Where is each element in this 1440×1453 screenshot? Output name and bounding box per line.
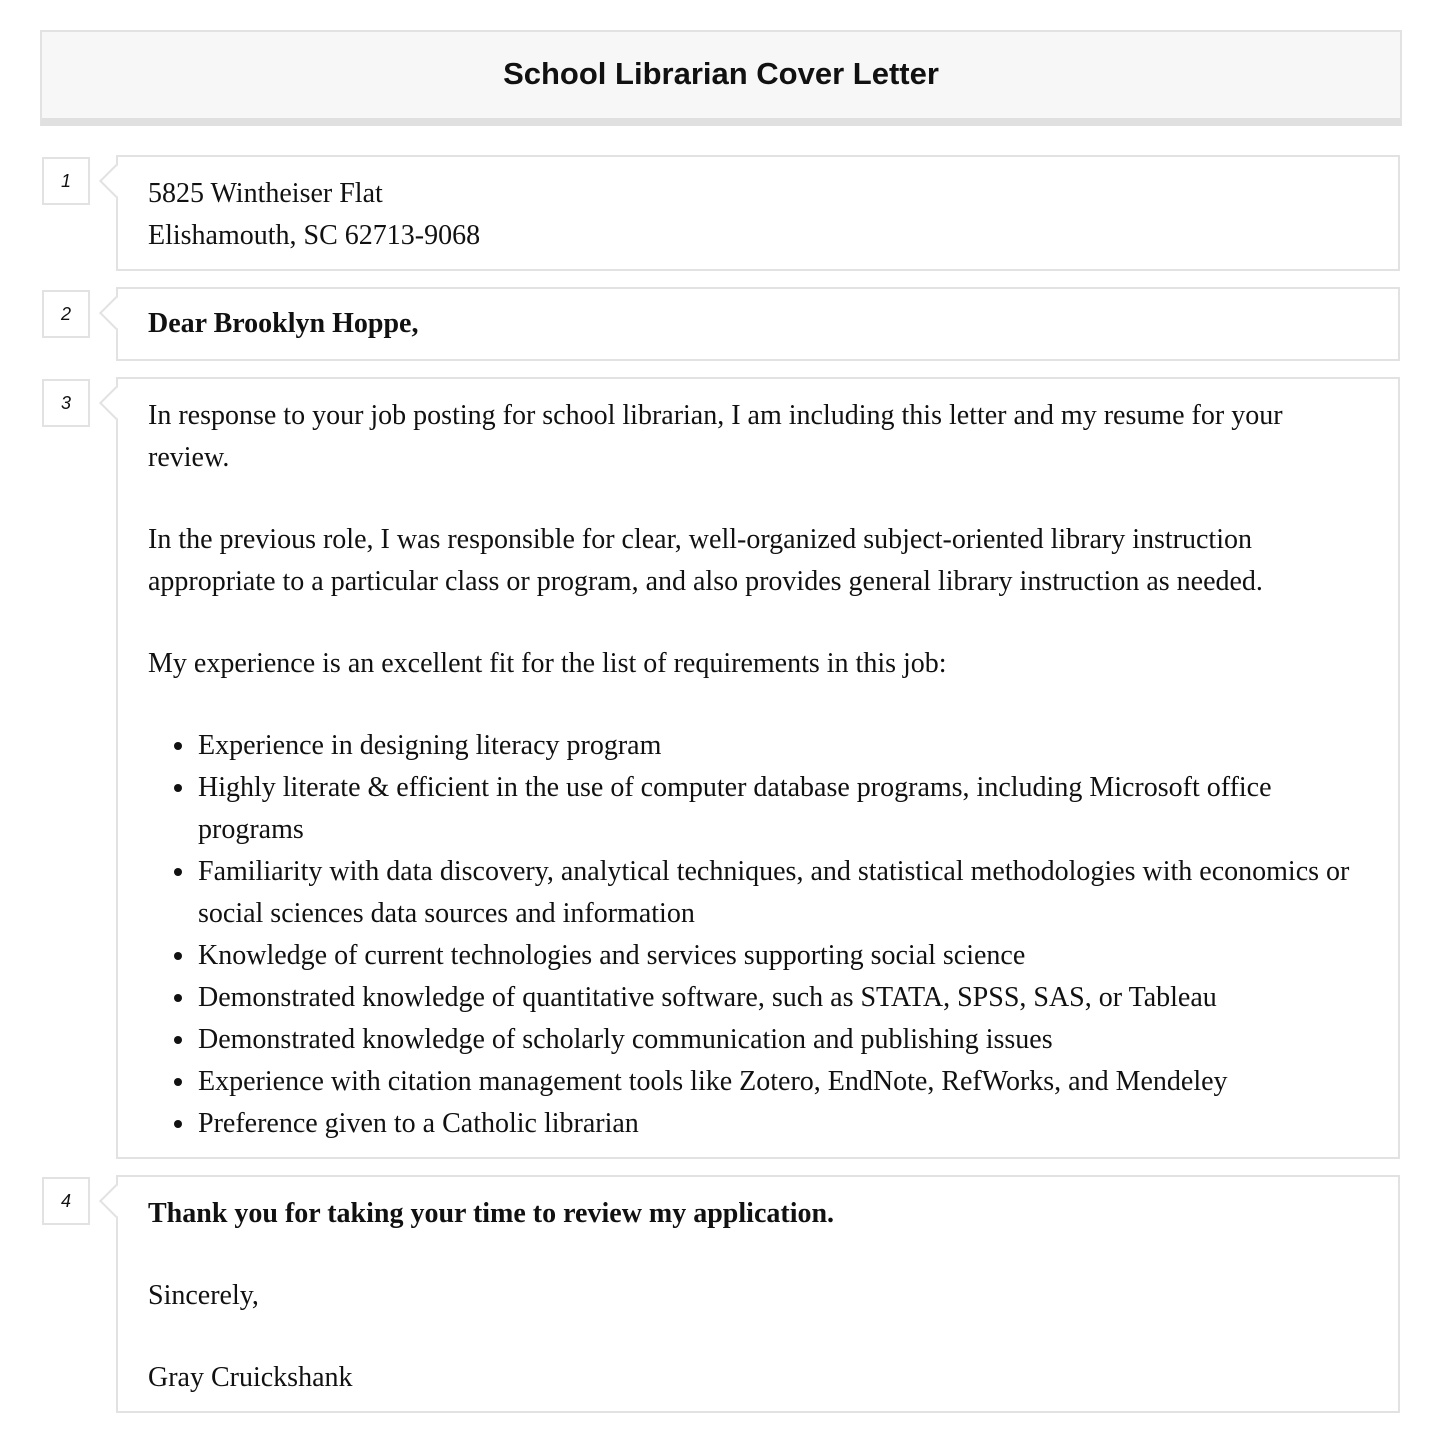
- section-body: [116, 377, 1400, 1159]
- intro-paragraph: In response to your job posting for school librarian, I am including this letter and my resume for your review.: [148, 400, 1283, 473]
- section-number-3: 3: [42, 379, 90, 427]
- list-item: Experience with citation management tools like Zotero, EndNote, RefWorks, and Mendeley: [198, 1061, 1368, 1103]
- list-item: Preference given to a Catholic librarian: [198, 1103, 1368, 1145]
- previous-role-paragraph: In the previous role, I was responsible for clear, well-organized subject-oriented library instruction appropriate to a particular class or program, and also provides general library instruction as needed.: [148, 524, 1263, 597]
- requirements-lead: My experience is an excellent fit for the list of requirements in this job:: [148, 648, 947, 679]
- section-salutation: [116, 287, 1400, 361]
- list-item: Experience in designing literacy program: [198, 725, 1368, 767]
- list-item: Knowledge of current technologies and services supporting social science: [198, 935, 1368, 977]
- page-title: School Librarian Cover Letter: [503, 56, 939, 91]
- section-address: [116, 155, 1400, 271]
- salutation: Dear Brooklyn Hoppe,: [148, 308, 419, 339]
- thanks-line: Thank you for taking your time to review my application.: [148, 1198, 835, 1229]
- list-item: Demonstrated knowledge of scholarly communication and publishing issues: [198, 1019, 1368, 1061]
- list-item: Demonstrated knowledge of quantitative software, such as STATA, SPSS, SAS, or Tableau: [198, 977, 1368, 1019]
- section-number-1: 1: [42, 157, 90, 205]
- section-number-2: 2: [42, 290, 90, 338]
- list-item: Familiarity with data discovery, analytical techniques, and statistical methodologies with economics or social sciences data sources and information: [198, 851, 1368, 935]
- title-bar: [40, 30, 1402, 126]
- address-city-line: Elishamouth, SC 62713-9068: [148, 220, 481, 251]
- closing-line: Sincerely,: [148, 1280, 259, 1311]
- requirements-list: [148, 725, 1368, 1145]
- address-street: 5825 Wintheiser Flat: [148, 178, 383, 209]
- section-closing: [116, 1175, 1400, 1413]
- signature: Gray Cruickshank: [148, 1362, 353, 1393]
- list-item: Highly literate & efficient in the use of computer database programs, including Microsoft office programs: [198, 767, 1368, 851]
- section-number-4: 4: [42, 1177, 90, 1225]
